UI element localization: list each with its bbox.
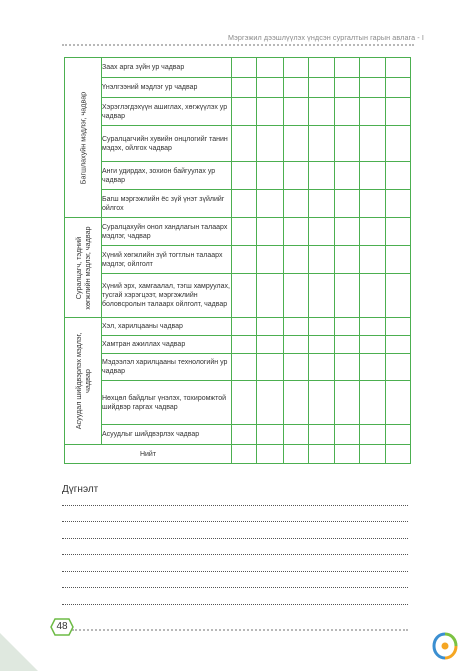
- group-label: [74, 226, 92, 309]
- table-row: [65, 381, 411, 425]
- criterion-cell: Мэдээлэл харилцааны технологийн ур чадвар: [102, 354, 232, 381]
- score-cell[interactable]: [257, 218, 284, 246]
- group-label-cell: [65, 318, 102, 445]
- score-cell[interactable]: [284, 58, 309, 78]
- score-cell[interactable]: [386, 98, 411, 126]
- score-cell[interactable]: [232, 162, 257, 190]
- score-cell[interactable]: [386, 274, 411, 318]
- score-cell[interactable]: [386, 354, 411, 381]
- score-cell[interactable]: [232, 354, 257, 381]
- score-cell[interactable]: [257, 78, 284, 98]
- score-cell[interactable]: [386, 318, 411, 336]
- score-cell[interactable]: [386, 126, 411, 162]
- score-cell[interactable]: [335, 336, 360, 354]
- header-divider: [62, 44, 414, 46]
- score-cell[interactable]: [257, 274, 284, 318]
- score-cell[interactable]: [284, 336, 309, 354]
- criterion-cell: Хамтран ажиллах чадвар: [102, 336, 232, 354]
- table-row: [65, 218, 411, 246]
- score-cell[interactable]: [360, 381, 386, 425]
- answer-line[interactable]: [62, 538, 408, 539]
- group-label-cell: [65, 218, 102, 318]
- score-cell[interactable]: [232, 126, 257, 162]
- score-cell[interactable]: [335, 126, 360, 162]
- score-cell[interactable]: [309, 354, 335, 381]
- score-cell[interactable]: [309, 274, 335, 318]
- group-label-cell: [65, 58, 102, 218]
- score-cell[interactable]: [309, 126, 335, 162]
- score-cell[interactable]: [284, 218, 309, 246]
- total-score-cell[interactable]: [360, 445, 386, 464]
- score-cell[interactable]: [257, 381, 284, 425]
- table-row: [65, 318, 411, 336]
- page-number: 48: [56, 621, 68, 632]
- corner-decoration: [0, 633, 38, 671]
- criterion-cell: Асуудлыг шийдвэрлэх чадвар: [102, 425, 232, 445]
- score-cell[interactable]: [386, 58, 411, 78]
- score-cell[interactable]: [309, 381, 335, 425]
- score-cell[interactable]: [335, 318, 360, 336]
- answer-line[interactable]: [62, 571, 408, 572]
- score-cell[interactable]: [335, 98, 360, 126]
- score-cell[interactable]: [360, 78, 386, 98]
- answer-line[interactable]: [62, 505, 408, 506]
- score-cell[interactable]: [284, 98, 309, 126]
- score-cell[interactable]: [386, 190, 411, 218]
- score-cell[interactable]: [335, 162, 360, 190]
- score-cell[interactable]: [232, 58, 257, 78]
- score-cell[interactable]: [335, 58, 360, 78]
- criterion-cell: Хэрэглэгдэхүүн ашиглах, хөгжүүлэх ур чадвар: [102, 98, 232, 126]
- group-label-line: чадвар: [83, 369, 92, 393]
- total-score-cell[interactable]: [335, 445, 360, 464]
- score-cell[interactable]: [284, 162, 309, 190]
- group-label: [79, 91, 88, 183]
- answer-line[interactable]: [62, 521, 408, 522]
- score-cell[interactable]: [232, 246, 257, 274]
- score-cell[interactable]: [232, 381, 257, 425]
- group-label-line: хөгжлийн мэдлэг, чадвар: [83, 225, 92, 310]
- table-row: [65, 190, 411, 218]
- score-cell[interactable]: [257, 354, 284, 381]
- score-cell[interactable]: [360, 354, 386, 381]
- criterion-cell: Үнэлгээний мэдлэг ур чадвар: [102, 78, 232, 98]
- running-header: Мэргэжил дээшлүүлэх үндсэн сургалтын гарын авлага - I: [228, 33, 424, 42]
- score-cell[interactable]: [386, 381, 411, 425]
- score-cell[interactable]: [360, 58, 386, 78]
- score-cell[interactable]: [335, 246, 360, 274]
- institution-logo-icon: [430, 631, 460, 661]
- score-cell[interactable]: [232, 218, 257, 246]
- score-cell[interactable]: [386, 162, 411, 190]
- score-cell[interactable]: [284, 354, 309, 381]
- score-cell[interactable]: [386, 425, 411, 445]
- score-cell[interactable]: [360, 318, 386, 336]
- group-label-line: Багшлахуйн мэдлэг, чадвар: [78, 91, 88, 184]
- score-cell[interactable]: [360, 246, 386, 274]
- score-cell[interactable]: [335, 190, 360, 218]
- score-cell[interactable]: [284, 318, 309, 336]
- answer-line[interactable]: [62, 604, 408, 605]
- table-row: [65, 274, 411, 318]
- score-cell[interactable]: [335, 381, 360, 425]
- score-cell[interactable]: [257, 318, 284, 336]
- score-cell[interactable]: [335, 425, 360, 445]
- table-row: [65, 336, 411, 354]
- criterion-cell: Анги удирдах, зохион байгуулах ур чадвар: [102, 162, 232, 190]
- table-row: [65, 246, 411, 274]
- score-cell[interactable]: [309, 78, 335, 98]
- criterion-cell: Багш мэргэжлийн ёс зүй үнэт зүйлийг ойлгох: [102, 190, 232, 218]
- total-score-cell[interactable]: [257, 445, 284, 464]
- score-cell[interactable]: [284, 190, 309, 218]
- score-cell[interactable]: [232, 78, 257, 98]
- group-label-line: Асуудал шийдвэрлэх мэдлэг,: [74, 332, 83, 430]
- score-cell[interactable]: [335, 354, 360, 381]
- score-cell[interactable]: [309, 98, 335, 126]
- score-cell[interactable]: [309, 190, 335, 218]
- score-cell[interactable]: [309, 425, 335, 445]
- score-cell[interactable]: [360, 98, 386, 126]
- total-score-cell[interactable]: [386, 445, 411, 464]
- total-row: [65, 445, 411, 464]
- answer-line[interactable]: [62, 587, 408, 588]
- criterion-cell: Хэл, харилцааны чадвар: [102, 318, 232, 336]
- score-cell[interactable]: [232, 190, 257, 218]
- score-cell[interactable]: [309, 58, 335, 78]
- score-cell[interactable]: [309, 218, 335, 246]
- score-cell[interactable]: [257, 336, 284, 354]
- score-cell[interactable]: [284, 78, 309, 98]
- criterion-cell: Суралцахуйн онол хандлагын талаарх мэдлэг, чадвар: [102, 218, 232, 246]
- score-cell[interactable]: [232, 98, 257, 126]
- answer-line[interactable]: [62, 554, 408, 555]
- score-cell[interactable]: [386, 336, 411, 354]
- score-cell[interactable]: [309, 318, 335, 336]
- evaluation-table: [64, 57, 411, 464]
- score-cell[interactable]: [284, 126, 309, 162]
- score-cell[interactable]: [257, 162, 284, 190]
- score-cell[interactable]: [284, 425, 309, 445]
- page-number-badge: [50, 618, 74, 636]
- group-label: [74, 333, 92, 430]
- table-row: [65, 58, 411, 78]
- criterion-cell: Хүний хөгжлийн зүй тогтлын талаарх мэдлэг, ойлголт: [102, 246, 232, 274]
- score-cell[interactable]: [232, 274, 257, 318]
- score-cell[interactable]: [232, 336, 257, 354]
- score-cell[interactable]: [309, 246, 335, 274]
- score-cell[interactable]: [360, 336, 386, 354]
- score-cell[interactable]: [284, 246, 309, 274]
- score-cell[interactable]: [284, 274, 309, 318]
- table-row: [65, 98, 411, 126]
- criterion-cell: Суралцагчийн хувийн онцлогийг танин мэдэх, ойлгох чадвар: [102, 126, 232, 162]
- score-cell[interactable]: [232, 318, 257, 336]
- score-cell[interactable]: [335, 218, 360, 246]
- total-label: Нийт: [65, 445, 232, 464]
- score-cell[interactable]: [284, 381, 309, 425]
- table-row: [65, 126, 411, 162]
- score-cell[interactable]: [360, 425, 386, 445]
- score-cell[interactable]: [386, 246, 411, 274]
- score-cell[interactable]: [335, 78, 360, 98]
- score-cell[interactable]: [309, 162, 335, 190]
- table-row: [65, 162, 411, 190]
- score-cell[interactable]: [386, 78, 411, 98]
- table-row: [65, 354, 411, 381]
- table-row: [65, 78, 411, 98]
- score-cell[interactable]: [257, 246, 284, 274]
- total-score-cell[interactable]: [232, 445, 257, 464]
- table-row: [65, 425, 411, 445]
- score-cell[interactable]: [257, 190, 284, 218]
- score-cell[interactable]: [309, 336, 335, 354]
- criterion-cell: Заах арга зүйн ур чадвар: [102, 58, 232, 78]
- score-cell[interactable]: [360, 218, 386, 246]
- score-cell[interactable]: [360, 190, 386, 218]
- score-cell[interactable]: [232, 425, 257, 445]
- criterion-cell: Нөхцөл байдлыг үнэлэх, тохиромжтой шийдвэр гаргах чадвар: [102, 381, 232, 425]
- group-label-line: Суралцагч, тэдний: [74, 236, 83, 299]
- criterion-cell: Хүний эрх, хамгаалал, тэгш хамруулах, тусгай хэрэгцээт, мэргэжлийн боловсролын талаарх ойлголт, чадвар: [102, 274, 232, 318]
- footer-divider: [72, 629, 408, 631]
- section-title: Дүгнэлт: [62, 484, 99, 495]
- score-cell[interactable]: [360, 126, 386, 162]
- score-cell[interactable]: [257, 98, 284, 126]
- score-cell[interactable]: [257, 126, 284, 162]
- total-score-cell[interactable]: [309, 445, 335, 464]
- score-cell[interactable]: [360, 162, 386, 190]
- total-score-cell[interactable]: [284, 445, 309, 464]
- score-cell[interactable]: [335, 274, 360, 318]
- score-cell[interactable]: [257, 425, 284, 445]
- score-cell[interactable]: [386, 218, 411, 246]
- score-cell[interactable]: [257, 58, 284, 78]
- score-cell[interactable]: [360, 274, 386, 318]
